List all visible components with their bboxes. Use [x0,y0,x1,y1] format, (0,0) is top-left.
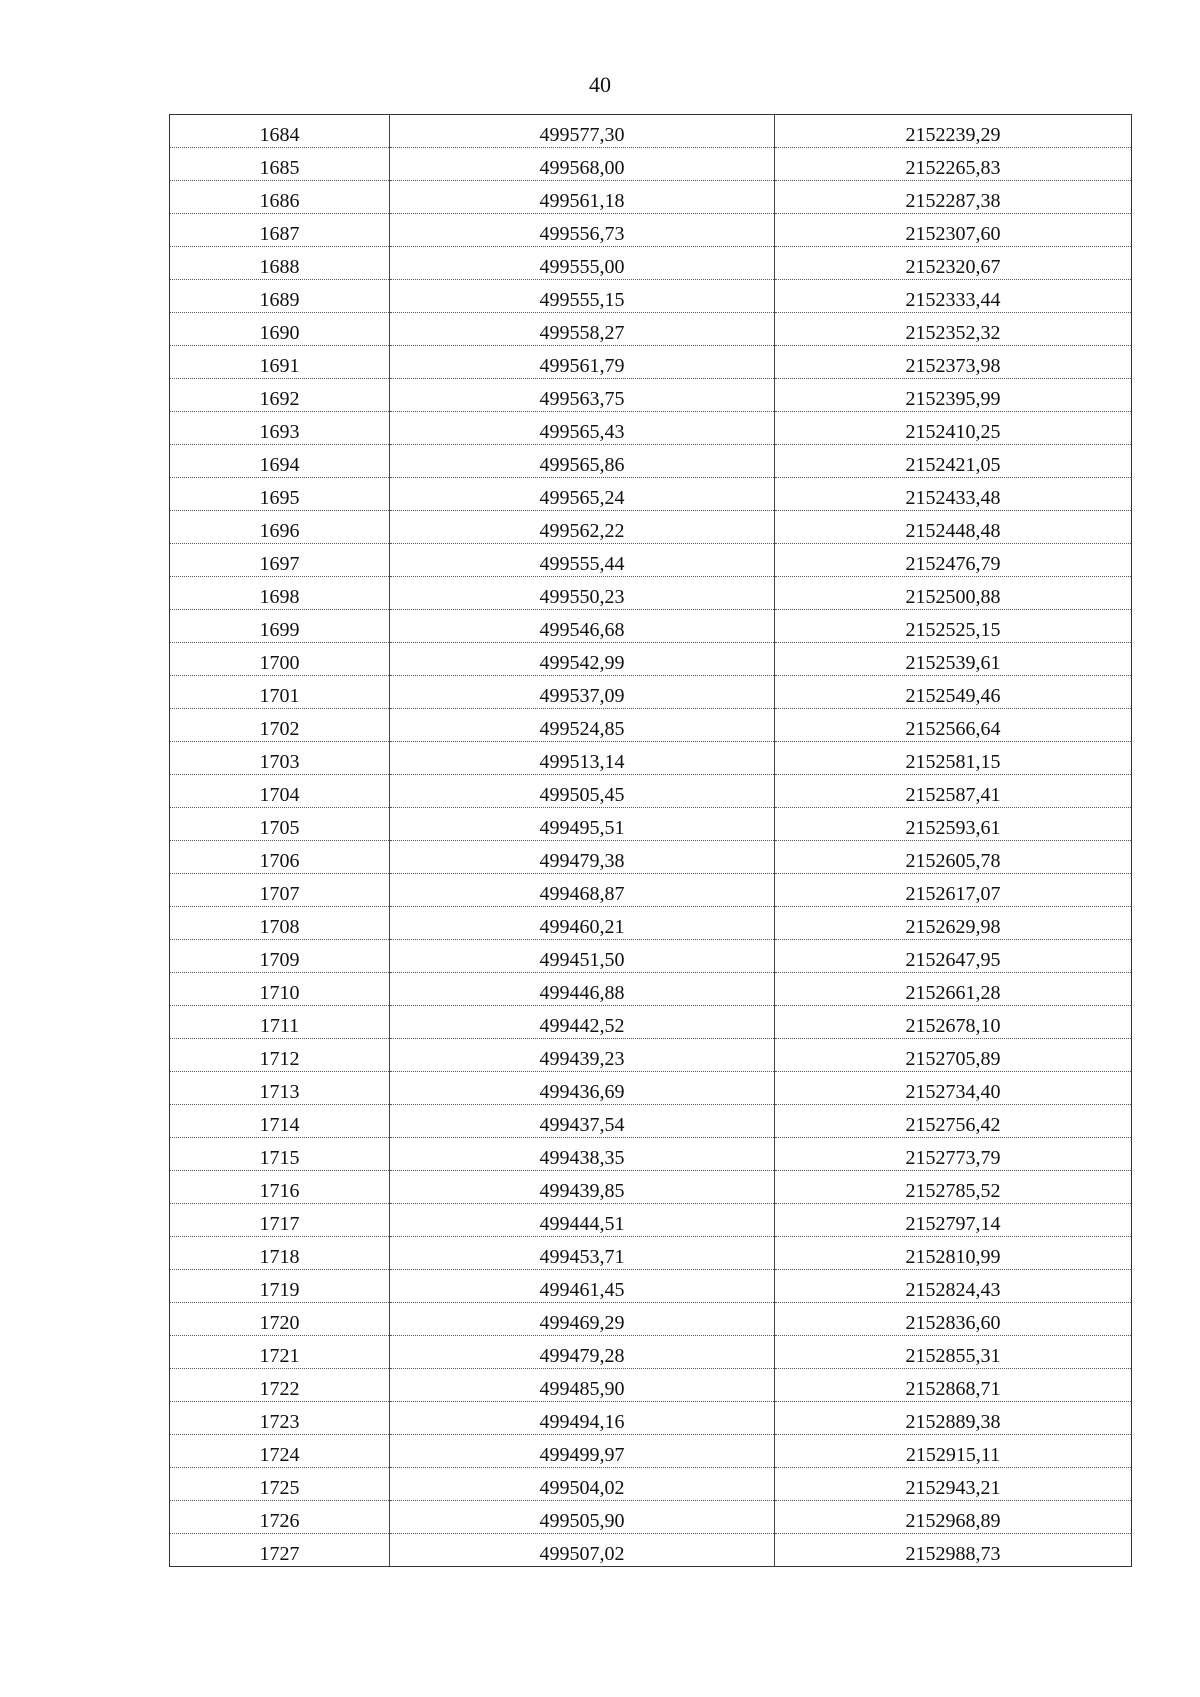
table-row [170,1402,1132,1435]
table-row [170,1369,1132,1402]
point-number-cell: 1721 [170,1336,390,1369]
point-number-cell: 1706 [170,841,390,874]
x-coordinate-cell: 499453,71 [390,1237,775,1270]
y-coordinate-cell: 2152705,89 [775,1039,1132,1072]
x-coordinate-cell: 499558,27 [390,313,775,346]
x-coordinate-cell: 499499,97 [390,1435,775,1468]
point-number-cell: 1722 [170,1369,390,1402]
table-row [170,874,1132,907]
y-coordinate-cell: 2152661,28 [775,973,1132,1006]
y-coordinate-cell: 2152287,38 [775,181,1132,214]
y-coordinate-cell: 2152810,99 [775,1237,1132,1270]
point-number-cell: 1691 [170,346,390,379]
y-coordinate-cell: 2152320,67 [775,247,1132,280]
x-coordinate-cell: 499524,85 [390,709,775,742]
point-number-cell: 1711 [170,1006,390,1039]
x-coordinate-cell: 499468,87 [390,874,775,907]
y-coordinate-cell: 2152352,32 [775,313,1132,346]
x-coordinate-cell: 499565,86 [390,445,775,478]
table-row [170,1435,1132,1468]
point-number-cell: 1698 [170,577,390,610]
point-number-cell: 1717 [170,1204,390,1237]
x-coordinate-cell: 499446,88 [390,973,775,1006]
table-row [170,379,1132,412]
table-row [170,1534,1132,1567]
x-coordinate-cell: 499436,69 [390,1072,775,1105]
table-row [170,940,1132,973]
x-coordinate-cell: 499542,99 [390,643,775,676]
y-coordinate-cell: 2152566,64 [775,709,1132,742]
table-row [170,907,1132,940]
point-number-cell: 1719 [170,1270,390,1303]
point-number-cell: 1727 [170,1534,390,1567]
x-coordinate-cell: 499438,35 [390,1138,775,1171]
x-coordinate-cell: 499485,90 [390,1369,775,1402]
x-coordinate-cell: 499442,52 [390,1006,775,1039]
x-coordinate-cell: 499494,16 [390,1402,775,1435]
x-coordinate-cell: 499505,45 [390,775,775,808]
point-number-cell: 1701 [170,676,390,709]
x-coordinate-cell: 499439,23 [390,1039,775,1072]
table-row [170,280,1132,313]
y-coordinate-cell: 2152797,14 [775,1204,1132,1237]
y-coordinate-cell: 2152617,07 [775,874,1132,907]
table-row [170,511,1132,544]
x-coordinate-cell: 499555,44 [390,544,775,577]
y-coordinate-cell: 2152773,79 [775,1138,1132,1171]
x-coordinate-cell: 499444,51 [390,1204,775,1237]
y-coordinate-cell: 2152500,88 [775,577,1132,610]
point-number-cell: 1708 [170,907,390,940]
y-coordinate-cell: 2152433,48 [775,478,1132,511]
point-number-cell: 1703 [170,742,390,775]
table-row [170,346,1132,379]
y-coordinate-cell: 2152476,79 [775,544,1132,577]
point-number-cell: 1689 [170,280,390,313]
point-number-cell: 1720 [170,1303,390,1336]
x-coordinate-cell: 499565,43 [390,412,775,445]
y-coordinate-cell: 2152785,52 [775,1171,1132,1204]
x-coordinate-cell: 499546,68 [390,610,775,643]
x-coordinate-cell: 499495,51 [390,808,775,841]
page-number: 40 [589,72,611,97]
y-coordinate-cell: 2152539,61 [775,643,1132,676]
y-coordinate-cell: 2152915,11 [775,1435,1132,1468]
point-number-cell: 1712 [170,1039,390,1072]
point-number-cell: 1704 [170,775,390,808]
point-number-cell: 1718 [170,1237,390,1270]
table-row [170,1072,1132,1105]
table-row [170,742,1132,775]
table-row [170,148,1132,181]
y-coordinate-cell: 2152448,48 [775,511,1132,544]
x-coordinate-cell: 499479,38 [390,841,775,874]
x-coordinate-cell: 499479,28 [390,1336,775,1369]
y-coordinate-cell: 2152756,42 [775,1105,1132,1138]
y-coordinate-cell: 2152943,21 [775,1468,1132,1501]
point-number-cell: 1684 [170,115,390,148]
x-coordinate-cell: 499577,30 [390,115,775,148]
table-row [170,313,1132,346]
y-coordinate-cell: 2152593,61 [775,808,1132,841]
y-coordinate-cell: 2152605,78 [775,841,1132,874]
point-number-cell: 1714 [170,1105,390,1138]
point-number-cell: 1693 [170,412,390,445]
x-coordinate-cell: 499555,15 [390,280,775,313]
y-coordinate-cell: 2152988,73 [775,1534,1132,1567]
point-number-cell: 1710 [170,973,390,1006]
x-coordinate-cell: 499561,79 [390,346,775,379]
table-row [170,181,1132,214]
point-number-cell: 1692 [170,379,390,412]
x-coordinate-cell: 499451,50 [390,940,775,973]
point-number-cell: 1702 [170,709,390,742]
table-row [170,214,1132,247]
x-coordinate-cell: 499537,09 [390,676,775,709]
y-coordinate-cell: 2152824,43 [775,1270,1132,1303]
y-coordinate-cell: 2152307,60 [775,214,1132,247]
table-row [170,247,1132,280]
y-coordinate-cell: 2152587,41 [775,775,1132,808]
point-number-cell: 1707 [170,874,390,907]
point-number-cell: 1723 [170,1402,390,1435]
point-number-cell: 1687 [170,214,390,247]
y-coordinate-cell: 2152581,15 [775,742,1132,775]
x-coordinate-cell: 499555,00 [390,247,775,280]
table-row [170,610,1132,643]
x-coordinate-cell: 499565,24 [390,478,775,511]
y-coordinate-cell: 2152239,29 [775,115,1132,148]
table-row [170,1468,1132,1501]
x-coordinate-cell: 499563,75 [390,379,775,412]
point-number-cell: 1715 [170,1138,390,1171]
point-number-cell: 1724 [170,1435,390,1468]
y-coordinate-cell: 2152373,98 [775,346,1132,379]
x-coordinate-cell: 499469,29 [390,1303,775,1336]
x-coordinate-cell: 499460,21 [390,907,775,940]
table-row [170,808,1132,841]
y-coordinate-cell: 2152836,60 [775,1303,1132,1336]
x-coordinate-cell: 499461,45 [390,1270,775,1303]
table-row [170,1204,1132,1237]
x-coordinate-cell: 499507,02 [390,1534,775,1567]
y-coordinate-cell: 2152647,95 [775,940,1132,973]
y-coordinate-cell: 2152525,15 [775,610,1132,643]
y-coordinate-cell: 2152678,10 [775,1006,1132,1039]
y-coordinate-cell: 2152549,46 [775,676,1132,709]
x-coordinate-cell: 499561,18 [390,181,775,214]
x-coordinate-cell: 499568,00 [390,148,775,181]
table-row [170,478,1132,511]
table-row [170,1336,1132,1369]
coordinates-table-body [170,115,1132,1567]
table-row [170,1138,1132,1171]
point-number-cell: 1695 [170,478,390,511]
point-number-cell: 1690 [170,313,390,346]
table-row [170,1270,1132,1303]
table-row [170,1105,1132,1138]
point-number-cell: 1726 [170,1501,390,1534]
y-coordinate-cell: 2152855,31 [775,1336,1132,1369]
coordinates-table [169,114,1132,1567]
point-number-cell: 1697 [170,544,390,577]
table-row [170,1171,1132,1204]
x-coordinate-cell: 499550,23 [390,577,775,610]
point-number-cell: 1709 [170,940,390,973]
x-coordinate-cell: 499556,73 [390,214,775,247]
table-row [170,1237,1132,1270]
table-row [170,775,1132,808]
table-row [170,1006,1132,1039]
table-row [170,115,1132,148]
y-coordinate-cell: 2152410,25 [775,412,1132,445]
table-row [170,676,1132,709]
x-coordinate-cell: 499505,90 [390,1501,775,1534]
x-coordinate-cell: 499439,85 [390,1171,775,1204]
point-number-cell: 1688 [170,247,390,280]
x-coordinate-cell: 499437,54 [390,1105,775,1138]
y-coordinate-cell: 2152395,99 [775,379,1132,412]
table-row [170,1303,1132,1336]
point-number-cell: 1696 [170,511,390,544]
x-coordinate-cell: 499562,22 [390,511,775,544]
point-number-cell: 1705 [170,808,390,841]
table-row [170,1501,1132,1534]
point-number-cell: 1716 [170,1171,390,1204]
table-row [170,709,1132,742]
y-coordinate-cell: 2152968,89 [775,1501,1132,1534]
table-row [170,412,1132,445]
y-coordinate-cell: 2152421,05 [775,445,1132,478]
point-number-cell: 1699 [170,610,390,643]
point-number-cell: 1686 [170,181,390,214]
x-coordinate-cell: 499513,14 [390,742,775,775]
y-coordinate-cell: 2152734,40 [775,1072,1132,1105]
point-number-cell: 1713 [170,1072,390,1105]
point-number-cell: 1685 [170,148,390,181]
y-coordinate-cell: 2152629,98 [775,907,1132,940]
point-number-cell: 1700 [170,643,390,676]
point-number-cell: 1725 [170,1468,390,1501]
y-coordinate-cell: 2152265,83 [775,148,1132,181]
table-row [170,544,1132,577]
y-coordinate-cell: 2152868,71 [775,1369,1132,1402]
table-row [170,445,1132,478]
y-coordinate-cell: 2152889,38 [775,1402,1132,1435]
table-row [170,841,1132,874]
point-number-cell: 1694 [170,445,390,478]
y-coordinate-cell: 2152333,44 [775,280,1132,313]
table-row [170,973,1132,1006]
x-coordinate-cell: 499504,02 [390,1468,775,1501]
table-row [170,577,1132,610]
table-row [170,643,1132,676]
table-row [170,1039,1132,1072]
